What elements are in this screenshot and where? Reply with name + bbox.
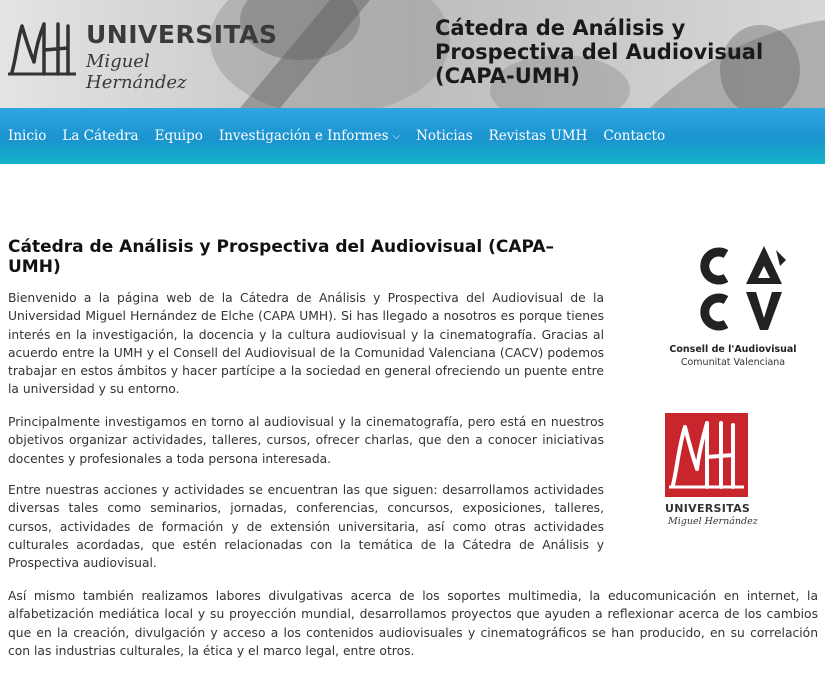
research-paragraph: Principalmente investigamos en torno al audiovisual y la cinematografía, pero está en nuestros objetivos organizar actividades, talleres, cursos, ofrecer charlas, que den a conocer iniciativas docentes y profesionales a toda persona interesada. [8,415,604,466]
nav-item-la-catedra[interactable]: La Cátedra [62,128,139,144]
outreach-paragraph: Así mismo también realizamos labores divulgativas acerca de los soportes multimedia, la educomunicación en internet, la alfabetización mediática local y su proyección mundial, desarrollamos proyectos que ayuden a reflexionar acerca de los cambios que en la creación, divulgación y acceso a los contenidos audiovisuales y cinematográficos se han producido, en su correlación con las industrias culturales, la ética y el marco legal, entre otros. [8,589,818,658]
nav-item-inicio[interactable]: Inicio [8,128,47,144]
intro-paragraph: Bienvenido a la página web de la Cátedra de Análisis y Prospectiva del Audiovisual de la Universidad Miguel Hernández de Elche (CAPA UMH). Si has llegado a nosotros es porque tienes interés en la investigación, la docencia y la cultura audiovisual y la cinematografía. Gracias al acuerdo entre la UMH y el Consell del Audiovisual de la Comunidad Valenciana (CACV) podemos trabajar en estos ámbitos y hacer partícipe a la sociedad en general ofreciendo un puente entre la universidad y su entorno. [8,291,604,397]
cacv-name: Consell de l'Audiovisual [669,344,797,355]
nav-item-equipo[interactable]: Equipo [154,128,203,144]
umh-red-box [665,413,748,497]
umh-logo-mark-icon [665,413,748,497]
umh-side-wordmark: UNIVERSITAS [665,502,751,515]
cacv-logo[interactable] [668,240,798,370]
page-title: Cátedra de Análisis y Prospectiva del Audiovisual (CAPA–UMH) [8,237,555,278]
chevron-down-icon: ⌵ [392,131,401,142]
cacv-logo-mark-icon [688,240,788,335]
nav-item-contacto[interactable]: Contacto [603,128,666,144]
main-navigation [0,108,825,164]
umh-side-subtitle: Miguel Hernández [668,516,758,527]
university-logo[interactable] [8,18,278,93]
cacv-region: Comunitat Valenciana [680,357,786,368]
nav-item-label: Investigación e Informes [218,128,389,144]
nav-item-noticias[interactable]: Noticias [416,128,473,144]
nav-item-revistas-umh[interactable]: Revistas UMH [488,128,588,144]
nav-item-investigacion[interactable] [219,128,400,144]
activities-paragraph: Entre nuestras acciones y actividades se encuentran las que siguen: desarrollamos actividades diversas tales como seminarios, jornadas, conferencias, concursos, exposiciones, talleres, cursos, actividades de formación y de extensión universitaria, así como otras actividades culturales acordadas, que estén relacionadas con la temática de la Cátedra de Análisis y Prospectiva audiovisual. [8,483,604,571]
logo-subtitle: Miguel Hernández [86,51,187,93]
site-header [0,0,825,108]
umh-side-logo[interactable] [665,413,760,531]
umh-logo-mark-icon [8,18,76,80]
site-title[interactable]: Cátedra de Análisis y Prospectiva del Audiovisual (CAPA-UMH) [435,16,764,88]
logo-wordmark: UNIVERSITAS [86,20,278,49]
